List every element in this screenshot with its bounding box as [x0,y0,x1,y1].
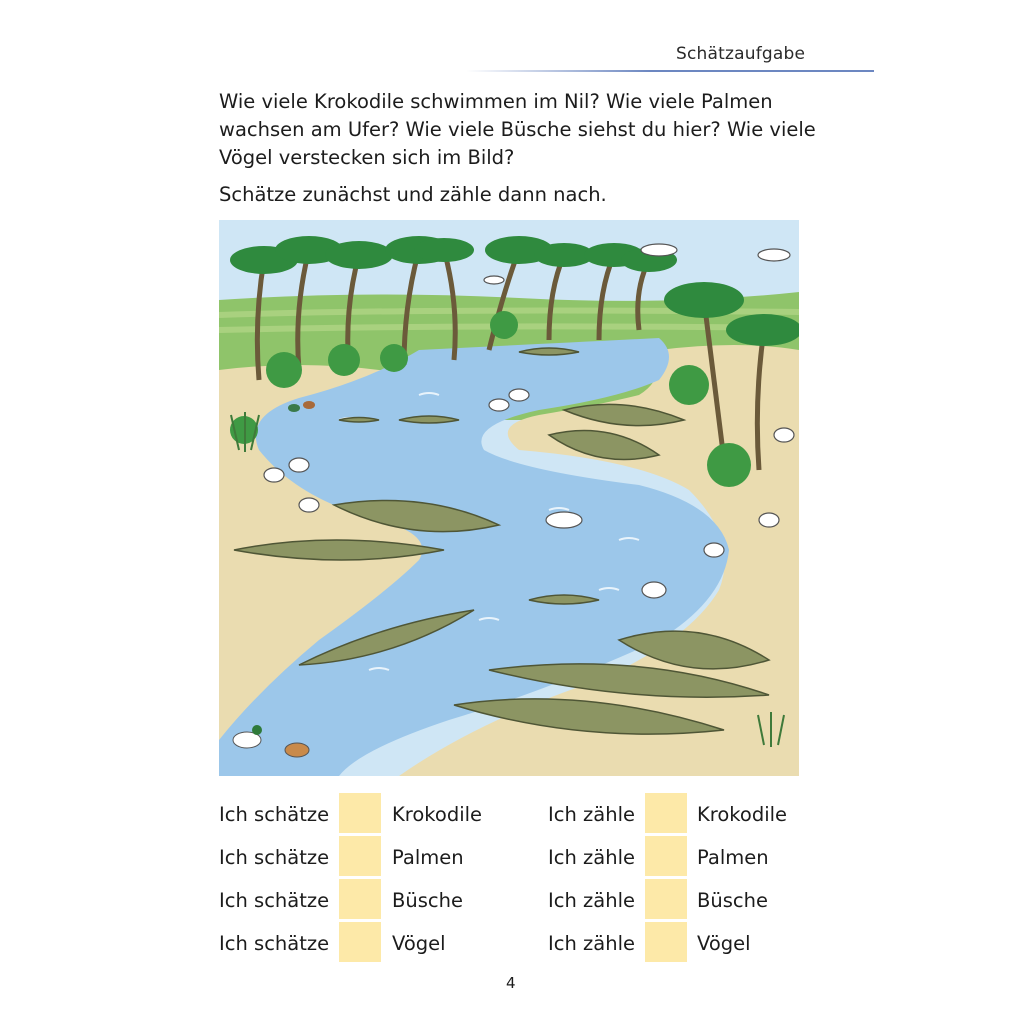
estimate-label: Ich schätze [219,889,330,912]
count-item-label: Krokodile [697,803,788,826]
count-label: Ich zähle [548,846,635,869]
count-label: Ich zähle [548,803,635,826]
estimate-input-buesche[interactable] [339,879,381,919]
estimate-label: Ich schätze [219,932,330,955]
instruction-text: Schätze zunächst und zähle dann nach. [219,183,607,206]
count-input-voegel[interactable] [645,922,687,962]
nile-illustration [219,220,799,776]
count-item-label: Büsche [697,889,768,912]
header-rule [466,70,874,72]
count-item-label: Palmen [697,846,769,869]
estimate-input-palmen[interactable] [339,836,381,876]
count-label: Ich zähle [548,889,635,912]
estimate-label: Ich schätze [219,803,330,826]
header-title: Schätzaufgabe [676,44,806,64]
count-input-palmen[interactable] [645,836,687,876]
estimate-input-voegel[interactable] [339,922,381,962]
count-item-label: Vögel [697,932,751,955]
count-input-buesche[interactable] [645,879,687,919]
count-label: Ich zähle [548,932,635,955]
row-palmen [219,836,819,876]
estimate-input-krokodile[interactable] [339,793,381,833]
estimate-item-label: Vögel [392,932,446,955]
estimate-item-label: Palmen [392,846,464,869]
estimate-item-label: Krokodile [392,803,483,826]
question-text: Wie viele Krokodile schwimmen im Nil? Wie viele Palmen wachsen am Ufer? Wie viele Büsche siehst du hier? Wie viele Vögel verstecken sich im Bild? [219,90,816,169]
estimate-item-label: Büsche [392,889,463,912]
page-number: 4 [506,974,516,992]
row-buesche [219,879,819,919]
count-input-krokodile[interactable] [645,793,687,833]
estimate-label: Ich schätze [219,846,330,869]
row-krokodile [219,793,819,833]
row-voegel [219,922,819,962]
